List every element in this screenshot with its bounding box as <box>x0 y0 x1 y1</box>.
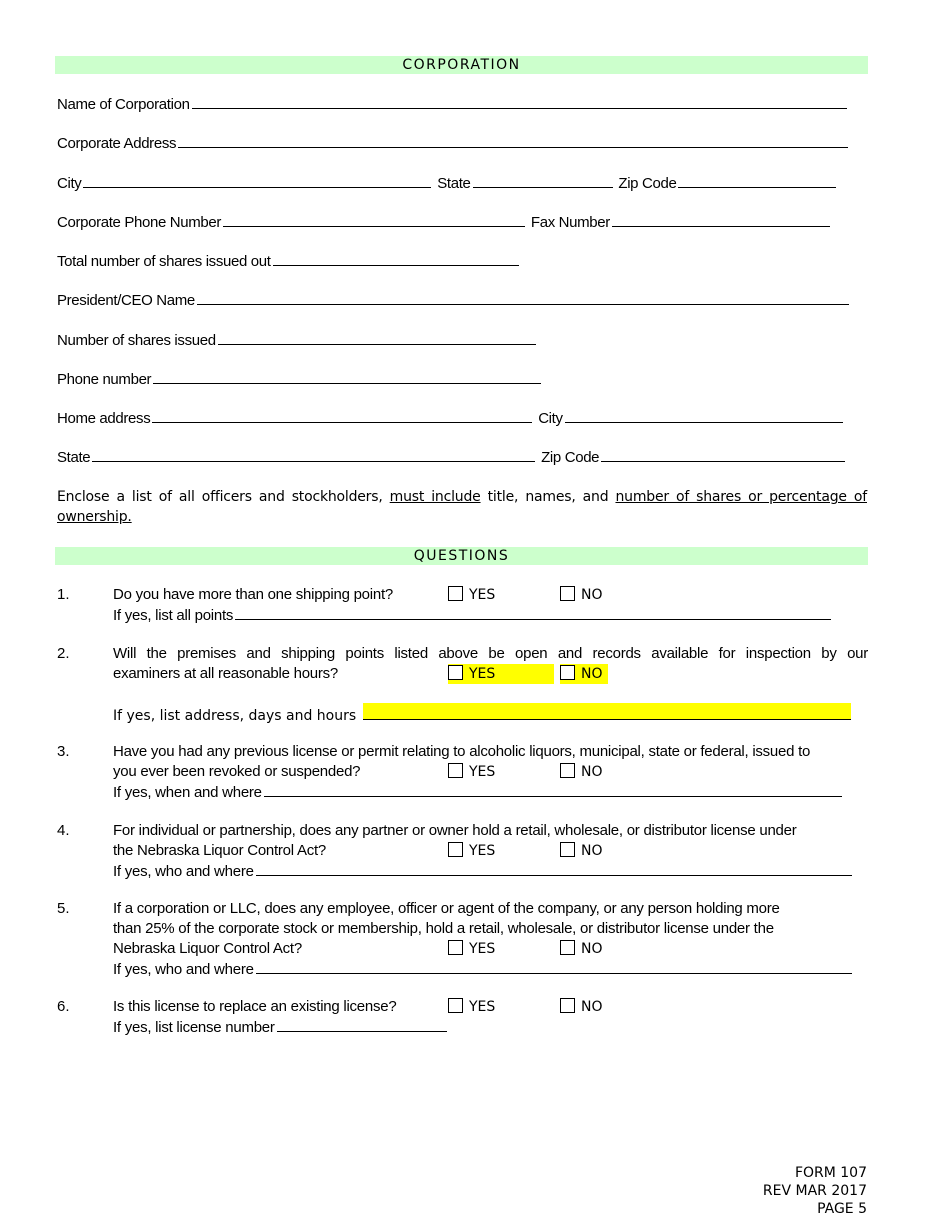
total-shares-input[interactable] <box>273 251 519 266</box>
home-state-zip-row <box>57 447 847 467</box>
number-of-shares-text: number of shares or percentage of <box>615 489 867 505</box>
enclose-note <box>57 487 867 527</box>
q3-yes-option[interactable]: YES <box>448 762 495 782</box>
corporate-address-label: Corporate Address <box>57 135 177 152</box>
question-follow: If yes, who and where <box>113 861 868 882</box>
q2-address-input[interactable] <box>363 703 851 720</box>
total-shares-row <box>57 251 521 271</box>
question-follow: If yes, who and where <box>113 959 868 980</box>
q2-no-option[interactable]: NO <box>560 664 608 684</box>
q6-yes-option[interactable]: YES <box>448 997 495 1017</box>
city-input[interactable] <box>83 173 431 188</box>
question-number: 3. <box>57 743 70 760</box>
city-state-zip-row <box>57 173 838 193</box>
q3-no-option[interactable]: NO <box>560 762 603 782</box>
question-text: Do you have more than one shipping point? <box>113 586 393 603</box>
home-city-input[interactable] <box>565 408 843 423</box>
must-include-text: must include <box>389 489 481 505</box>
corporate-phone-input[interactable] <box>223 212 525 227</box>
state-label: State <box>437 175 471 192</box>
home-city-label: City <box>538 410 563 427</box>
page-number: PAGE 5 <box>817 1201 867 1217</box>
home-address-input[interactable] <box>152 408 532 423</box>
revision-date: REV MAR 2017 <box>762 1183 867 1199</box>
question-text: than 25% of the corporate stock or membership, hold a retail, wholesale, or distributor license under the <box>113 920 774 937</box>
q4-yes-option[interactable]: YES <box>448 841 495 861</box>
q3-when-where-input[interactable] <box>264 782 842 797</box>
zip-label: Zip Code <box>618 175 677 192</box>
corporation-name-row <box>57 94 849 114</box>
question-follow: If yes, list license number <box>113 1017 868 1038</box>
question-text: Will the premises and shipping points listed above be open and records available for inspection by our <box>113 645 868 662</box>
question-text: Nebraska Liquor Control Act? <box>113 940 302 957</box>
question-text: the Nebraska Liquor Control Act? <box>113 842 326 859</box>
phone-number-row <box>57 369 543 389</box>
enclose-note-text: Enclose a list of all officers and stockholders, <box>57 489 390 505</box>
checkbox-icon[interactable] <box>448 842 463 857</box>
enclose-note-text-2: title, names, and <box>480 489 616 505</box>
shares-issued-label: Number of shares issued <box>57 332 216 349</box>
corporation-name-label: Name of Corporation <box>57 96 190 113</box>
fax-input[interactable] <box>612 212 830 227</box>
checkbox-icon[interactable] <box>560 665 575 680</box>
home-zip-input[interactable] <box>601 447 845 462</box>
checkbox-icon[interactable] <box>560 842 575 857</box>
q5-no-option[interactable]: NO <box>560 939 603 959</box>
corporate-phone-label: Corporate Phone Number <box>57 214 222 231</box>
home-state-label: State <box>57 449 91 466</box>
corporate-address-input[interactable] <box>178 133 848 148</box>
q1-no-option[interactable]: NO <box>560 585 603 605</box>
q6-license-number-input[interactable] <box>277 1017 447 1032</box>
q2-yes-option[interactable]: YES <box>448 664 554 684</box>
checkbox-icon[interactable] <box>448 998 463 1013</box>
home-zip-label: Zip Code <box>541 449 600 466</box>
q5-who-where-input[interactable] <box>256 959 852 974</box>
question-number: 4. <box>57 822 70 839</box>
city-label: City <box>57 175 82 192</box>
total-shares-label: Total number of shares issued out <box>57 253 271 270</box>
q5-yes-option[interactable]: YES <box>448 939 495 959</box>
phone-number-input[interactable] <box>153 369 541 384</box>
q4-no-option[interactable]: NO <box>560 841 603 861</box>
checkbox-icon[interactable] <box>560 940 575 955</box>
checkbox-icon[interactable] <box>560 998 575 1013</box>
checkbox-icon[interactable] <box>448 940 463 955</box>
question-follow: If yes, list all points <box>113 605 868 626</box>
question-text: If a corporation or LLC, does any employee, officer or agent of the company, or any person holding more <box>113 900 780 917</box>
shares-issued-row <box>57 330 538 350</box>
state-input[interactable] <box>473 173 613 188</box>
president-row <box>57 290 851 310</box>
questions-section-header: QUESTIONS <box>55 547 868 565</box>
question-text: For individual or partnership, does any partner or owner hold a retail, wholesale, or distributor license under <box>113 822 797 839</box>
shares-issued-input[interactable] <box>218 330 536 345</box>
home-address-row <box>57 408 845 428</box>
corporation-name-input[interactable] <box>192 94 847 109</box>
question-text: examiners at all reasonable hours? <box>113 665 338 682</box>
q1-yes-option[interactable]: YES <box>448 585 495 605</box>
question-text: you ever been revoked or suspended? <box>113 763 361 780</box>
checkbox-icon[interactable] <box>448 665 463 680</box>
phone-fax-row <box>57 212 832 232</box>
form-footer <box>763 1164 867 1218</box>
checkbox-icon[interactable] <box>560 763 575 778</box>
fax-label: Fax Number <box>530 214 610 231</box>
q1-points-input[interactable] <box>235 605 831 620</box>
checkbox-icon[interactable] <box>448 763 463 778</box>
corporate-address-row <box>57 133 850 153</box>
question-text: Have you had any previous license or permit relating to alcoholic liquors, municipal, state or federal, issued to <box>113 743 811 760</box>
zip-input[interactable] <box>678 173 836 188</box>
home-state-input[interactable] <box>92 447 535 462</box>
home-address-label: Home address <box>57 410 151 427</box>
question-number: 2. <box>57 645 70 662</box>
phone-number-label: Phone number <box>57 371 152 388</box>
president-label: President/CEO Name <box>57 292 195 309</box>
checkbox-icon[interactable] <box>448 586 463 601</box>
q6-no-option[interactable]: NO <box>560 997 603 1017</box>
q4-who-where-input[interactable] <box>256 861 852 876</box>
question-number: 1. <box>57 586 70 603</box>
president-input[interactable] <box>197 290 849 305</box>
question-text: Is this license to replace an existing license? <box>113 998 397 1015</box>
question-number: 5. <box>57 900 70 917</box>
form-number: FORM 107 <box>794 1165 867 1181</box>
ownership-text: ownership. <box>57 509 132 525</box>
question-follow: If yes, when and where <box>113 782 868 803</box>
corporation-section-header: CORPORATION <box>55 56 868 74</box>
question-number: 6. <box>57 998 70 1015</box>
q2-follow: If yes, list address, days and hours <box>113 703 853 726</box>
checkbox-icon[interactable] <box>560 586 575 601</box>
